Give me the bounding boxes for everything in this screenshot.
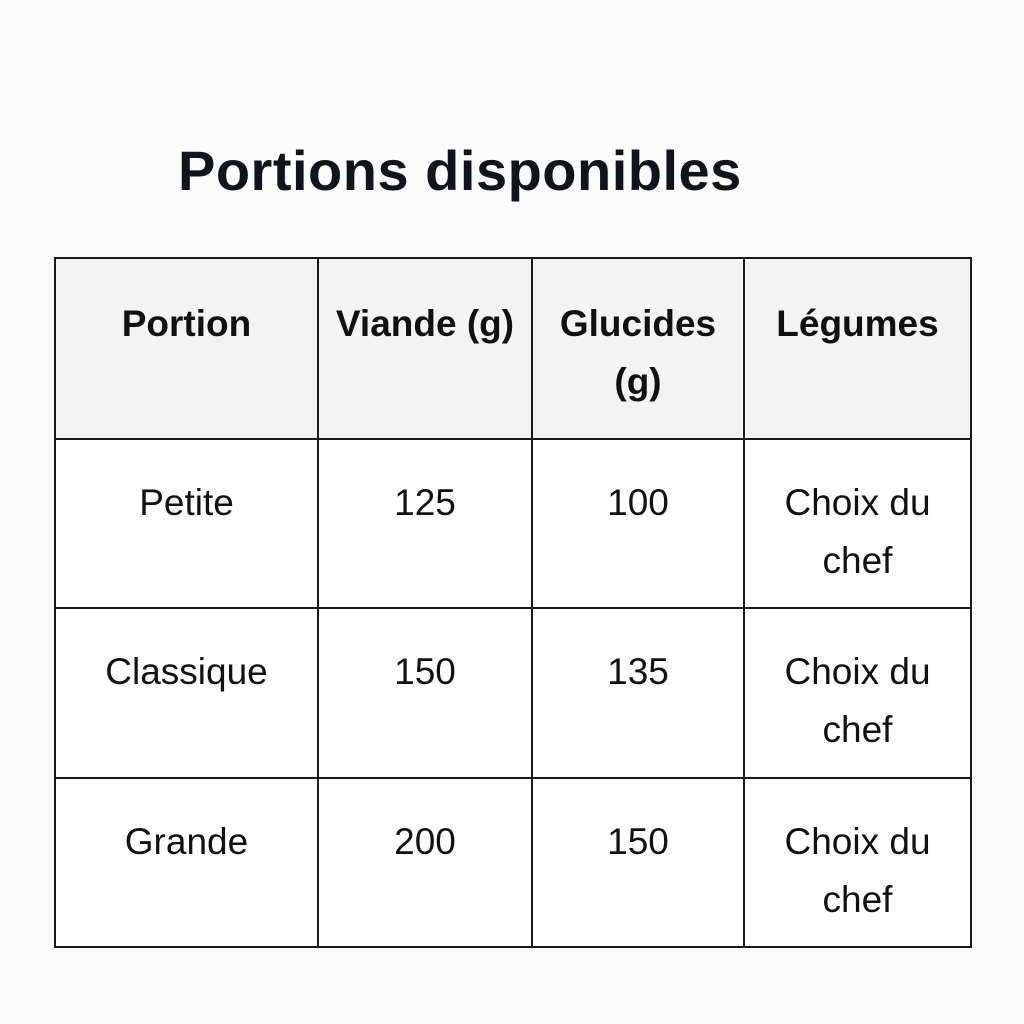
cell-viande: 200 bbox=[318, 778, 532, 947]
portions-table bbox=[54, 257, 972, 948]
header-legumes: Légumes bbox=[744, 258, 971, 439]
header-portion: Portion bbox=[55, 258, 318, 439]
cell-portion: Petite bbox=[55, 439, 318, 608]
header-glucides: Glucides (g) bbox=[532, 258, 744, 439]
page-title: Portions disponibles bbox=[178, 139, 742, 202]
cell-glucides: 135 bbox=[532, 608, 744, 777]
cell-viande: 150 bbox=[318, 608, 532, 777]
cell-glucides: 150 bbox=[532, 778, 744, 947]
table-header-row bbox=[55, 258, 971, 439]
cell-viande: 125 bbox=[318, 439, 532, 608]
table-row bbox=[55, 608, 971, 777]
cell-legumes: Choix du chef bbox=[744, 608, 971, 777]
table-row bbox=[55, 778, 971, 947]
table-row bbox=[55, 439, 971, 608]
cell-glucides: 100 bbox=[532, 439, 744, 608]
cell-legumes: Choix du chef bbox=[744, 439, 971, 608]
cell-legumes: Choix du chef bbox=[744, 778, 971, 947]
cell-portion: Grande bbox=[55, 778, 318, 947]
cell-portion: Classique bbox=[55, 608, 318, 777]
header-viande: Viande (g) bbox=[318, 258, 532, 439]
